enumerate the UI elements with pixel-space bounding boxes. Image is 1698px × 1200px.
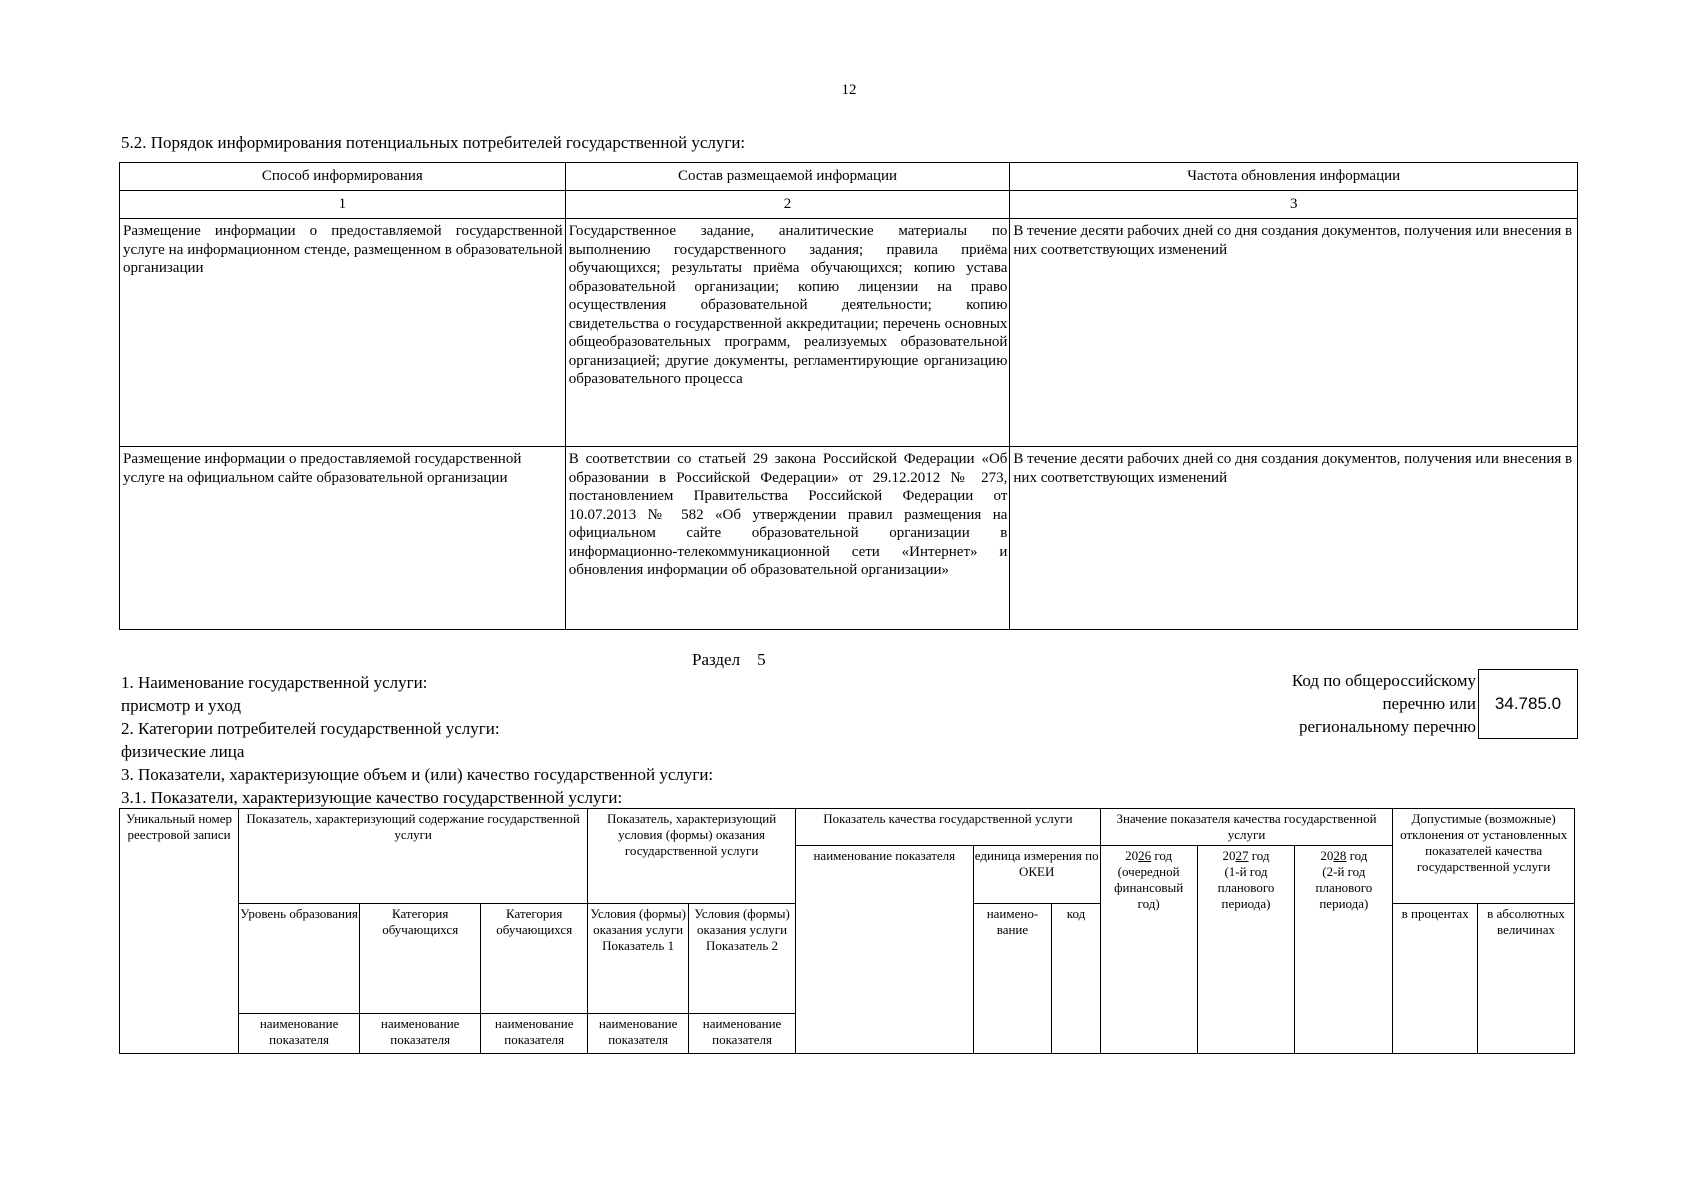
sub-indicator-name-3: наименование показателя: [481, 1014, 588, 1054]
razdel-number: 5: [757, 650, 766, 669]
year2-suffix: год: [1248, 848, 1270, 863]
code-label-line3: региональному перечню: [1298, 717, 1476, 736]
sub-indicator-name-1: наименование показателя: [239, 1014, 360, 1054]
year1-prefix: 20: [1125, 848, 1139, 863]
col-number-2: 2: [565, 191, 1010, 219]
year3-number: 28: [1333, 848, 1347, 863]
quality-value-group-header: Значение показателя качества государственной услуги: [1100, 809, 1393, 846]
row1-frequency: В течение десяти рабочих дней со дня создания документов, получения или внесения в них соответствующих изменений: [1010, 219, 1578, 447]
service-name-label: 1. Наименование государственной услуги:: [121, 673, 428, 692]
row1-method: Размещение информации о предоставляемой государственной услуге на информационном стенде, размещенном в образовательной организации: [120, 219, 566, 447]
year2-number: 27: [1235, 848, 1249, 863]
header-method: Способ информирования: [120, 163, 566, 191]
year3-suffix: год: [1346, 848, 1368, 863]
year3-description: (2-й год планового периода): [1315, 864, 1373, 911]
code-label-line1: Код по общероссийскому: [1291, 671, 1476, 690]
education-level-header: Уровень образования: [239, 904, 360, 1014]
service-conditions-2-header: Условия (формы) оказания услуги Показатель 2: [689, 904, 796, 1014]
year2-prefix: 20: [1222, 848, 1236, 863]
informing-table: [119, 162, 1578, 630]
deviation-absolute-header: в абсолютных величинах: [1478, 904, 1575, 1054]
content-indicator-group-header: Показатель, характеризующий содержание государственной услуги: [239, 809, 588, 904]
indicators-label: 3. Показатели, характеризующие объем и (или) качество государственной услуги:: [121, 765, 714, 784]
consumer-category-label: 2. Категории потребителей государственной услуги:: [121, 719, 500, 738]
quality-indicators-table: [119, 808, 1575, 1054]
year2-description: (1-й год планового периода): [1217, 864, 1275, 911]
quality-indicators-label: 3.1. Показатели, характеризующие качество государственной услуги:: [121, 788, 623, 807]
quality-indicator-group-header: Показатель качества государственной услуги: [796, 809, 1101, 846]
student-category-2-header: Категория обучающихся: [481, 904, 588, 1014]
deviation-percent-header: в процентах: [1393, 904, 1478, 1054]
section-52-title: 5.2. Порядок информирования потенциальных потребителей государственной услуги:: [121, 133, 746, 152]
unit-name-header: наимено-вание: [973, 904, 1052, 1054]
row1-content: Государственное задание, аналитические материалы по выполнению государственного задания; правила приёма обучающихся; результаты приёма обучающихся; копию устава образовательной организации; копию лицензии на право осуществления образовательной деятельности; копию свидетельства о государственной аккредитации; перечень основных общеобразовательных программ, реализуемых образовательной организацией; другие документы, регламентирующие организацию образовательного процесса: [565, 219, 1010, 447]
row2-frequency: В течение десяти рабочих дней со дня создания документов, получения или внесения в них соответствующих изменений: [1010, 447, 1578, 630]
sub-indicator-name-5: наименование показателя: [689, 1014, 796, 1054]
year3-prefix: 20: [1320, 848, 1334, 863]
razdel-label: Раздел: [692, 650, 741, 669]
year1-description: (очередной финансовый год): [1114, 864, 1184, 911]
consumer-category-value: физические лица: [121, 742, 245, 761]
quality-indicator-name-header: наименование показателя: [796, 846, 974, 1054]
row2-method: Размещение информации о предоставляемой государственной услуге на официальном сайте образовательной организации: [120, 447, 566, 630]
service-name-value: присмотр и уход: [121, 696, 242, 715]
row2-content: В соответствии со статьей 29 закона Российской Федерации «Об образовании в Российской Федерации» от 29.12.2012 № 273, постановлением Правительства Российской Федерации от 10.07.2013 № 582 «Об утверждении правил размещения на официальном сайте образовательной организации в информационно-телекоммуникационной сети «Интернет» и обновления информации об образовательной организации»: [565, 447, 1010, 630]
unique-record-number-header: Уникальный номер реестровой записи: [120, 809, 239, 1054]
year-2027-header: [1197, 846, 1295, 1054]
registry-code-value: 34.785.0: [1478, 669, 1578, 739]
year-2028-header: [1295, 846, 1393, 1054]
header-content: Состав размещаемой информации: [565, 163, 1010, 191]
razdel-heading: [692, 650, 766, 670]
col-number-1: 1: [120, 191, 566, 219]
allowed-deviation-header: Допустимые (возможные) отклонения от установленных показателей качества государственной услуги: [1393, 809, 1575, 904]
student-category-1-header: Категория обучающихся: [360, 904, 481, 1014]
sub-indicator-name-2: наименование показателя: [360, 1014, 481, 1054]
service-conditions-1-header: Условия (формы) оказания услуги Показатель 1: [588, 904, 689, 1014]
year-2026-header: [1100, 846, 1197, 1054]
year1-number: 26: [1138, 848, 1152, 863]
col-number-3: 3: [1010, 191, 1578, 219]
unit-code-header: код: [1052, 904, 1100, 1054]
sub-indicator-name-4: наименование показателя: [588, 1014, 689, 1054]
year1-suffix: год: [1151, 848, 1173, 863]
okei-unit-header: единица измерения по ОКЕИ: [973, 846, 1100, 904]
code-label-line2: перечню или: [1382, 694, 1476, 713]
page-number: 12: [841, 82, 857, 98]
header-frequency: Частота обновления информации: [1010, 163, 1578, 191]
conditions-indicator-group-header: Показатель, характеризующий условия (формы) оказания государственной услуги: [588, 809, 796, 904]
